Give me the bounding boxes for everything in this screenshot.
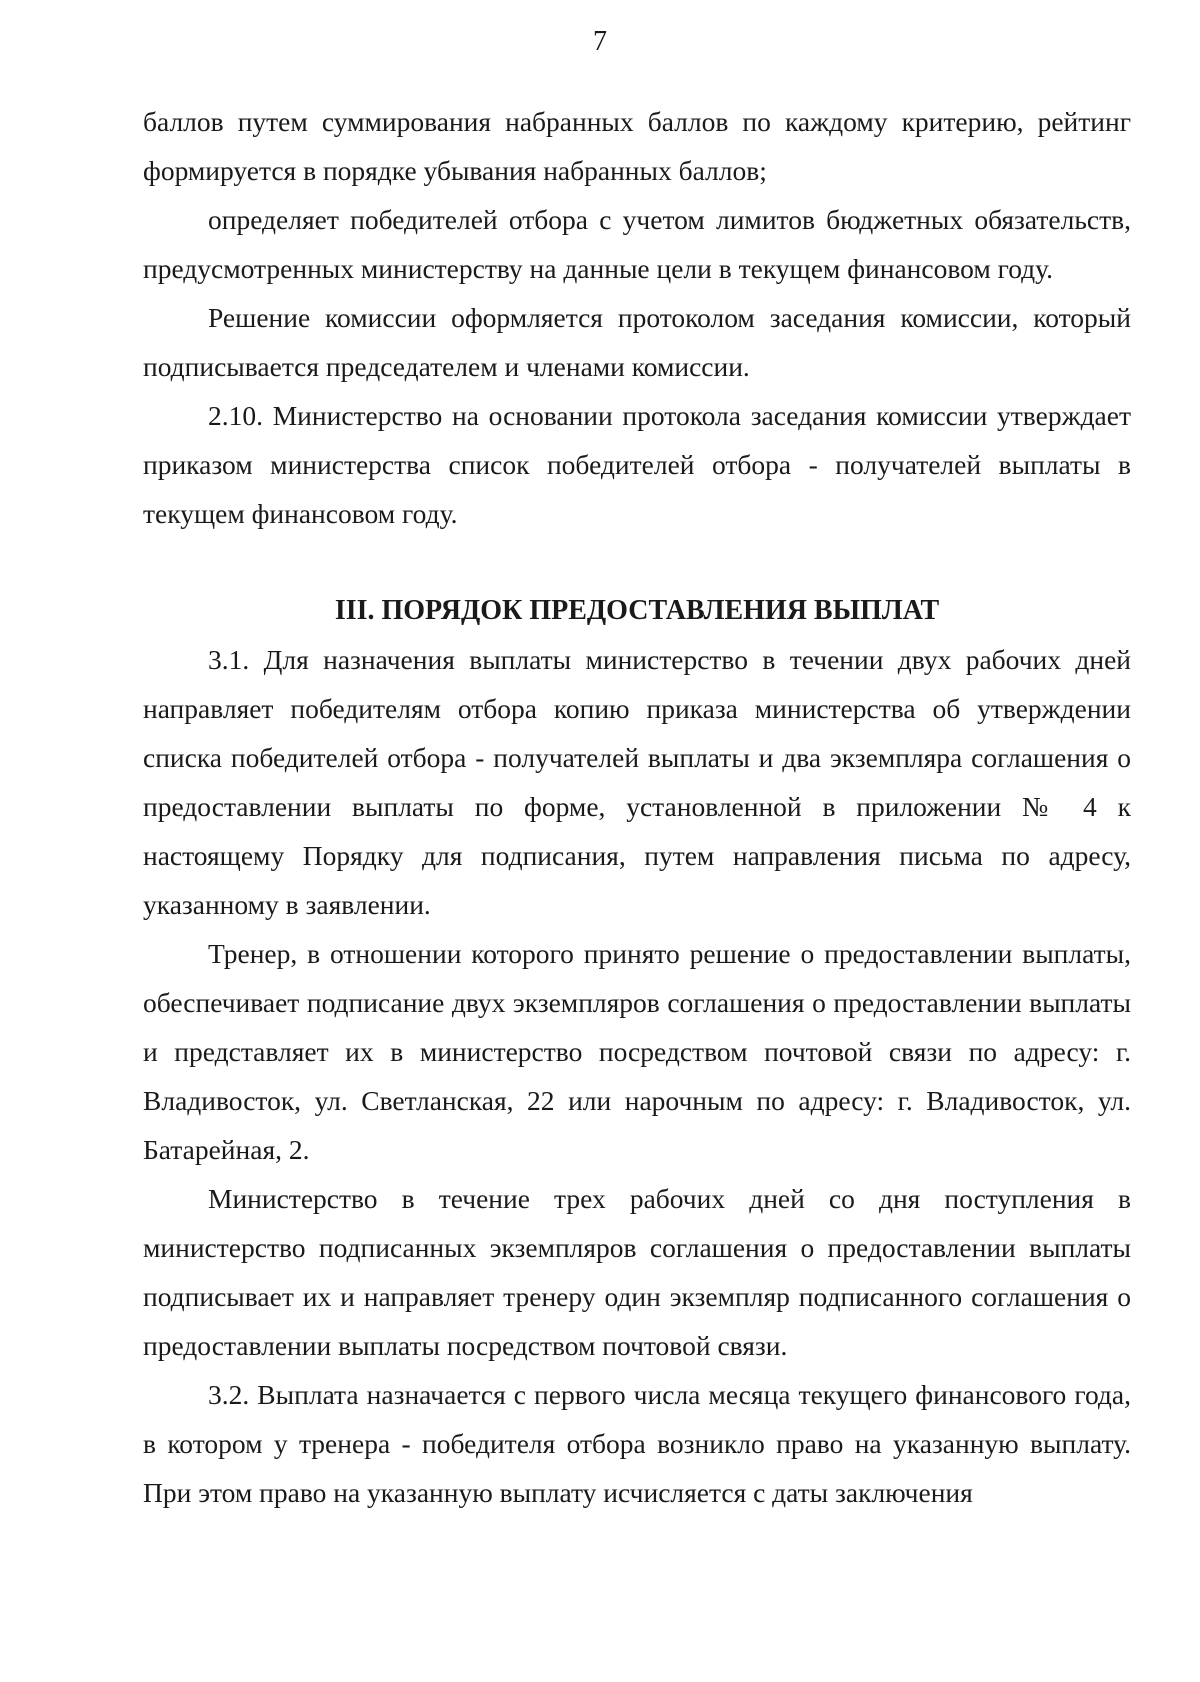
paragraph-scoring-rating: баллов путем суммирования набранных баллов по каждому критерию, рейтинг формируется в порядке убывания набранных баллов; — [143, 106, 1131, 186]
paragraph-determine-winners: определяет победителей отбора с учетом лимитов бюджетных обязательств, предусмотренных министерству на данные цели в текущем финансовом году. — [143, 204, 1131, 284]
page-number: 7 — [593, 26, 607, 57]
paragraph-3-2: 3.2. Выплата назначается с первого числа месяца текущего финансового года, в котором у тренера - победителя отбора возникло право на указанную выплату. При этом право на указанную выплату исчисляется с даты заключения — [143, 1379, 1131, 1508]
section-heading: III. ПОРЯДОК ПРЕДОСТАВЛЕНИЯ ВЫПЛАТ — [334, 595, 940, 626]
document-body — [143, 97, 1131, 1517]
paragraph-trainer-signing: Тренер, в отношении которого принято решение о предоставлении выплаты, обеспечивает подписание двух экземпляров соглашения о предоставлении выплаты и представляет их в министерство посредством почтовой связи по адресу: г. Владивосток, ул. Светланская, 22 или нарочным по адресу: г. Владивосток, ул. Батарейная, 2. — [143, 938, 1131, 1165]
paragraph-commission-decision: Решение комиссии оформляется протоколом заседания комиссии, который подписывается председателем и членами комиссии. — [143, 302, 1131, 382]
paragraph-ministry-signing: Министерство в течение трех рабочих дней со дня поступления в министерство подписанных экземпляров соглашения о предоставлении выплаты подписывает их и направляет тренеру один экземпляр подписанного соглашения о предоставлении выплаты посредством почтовой связи. — [143, 1183, 1131, 1361]
paragraph-2-10: 2.10. Министерство на основании протокола заседания комиссии утверждает приказом министерства список победителей отбора - получателей выплаты в текущем финансовом году. — [143, 400, 1131, 529]
paragraph-3-1: 3.1. Для назначения выплаты министерство в течении двух рабочих дней направляет победителям отбора копию приказа министерства об утверждении списка победителей отбора - получателей выплаты и два экземпляра соглашения о предоставлении выплаты по форме, установленной в приложении № 4 к настоящему Порядку для подписания, путем направления письма по адресу, указанному в заявлении. — [143, 644, 1131, 920]
